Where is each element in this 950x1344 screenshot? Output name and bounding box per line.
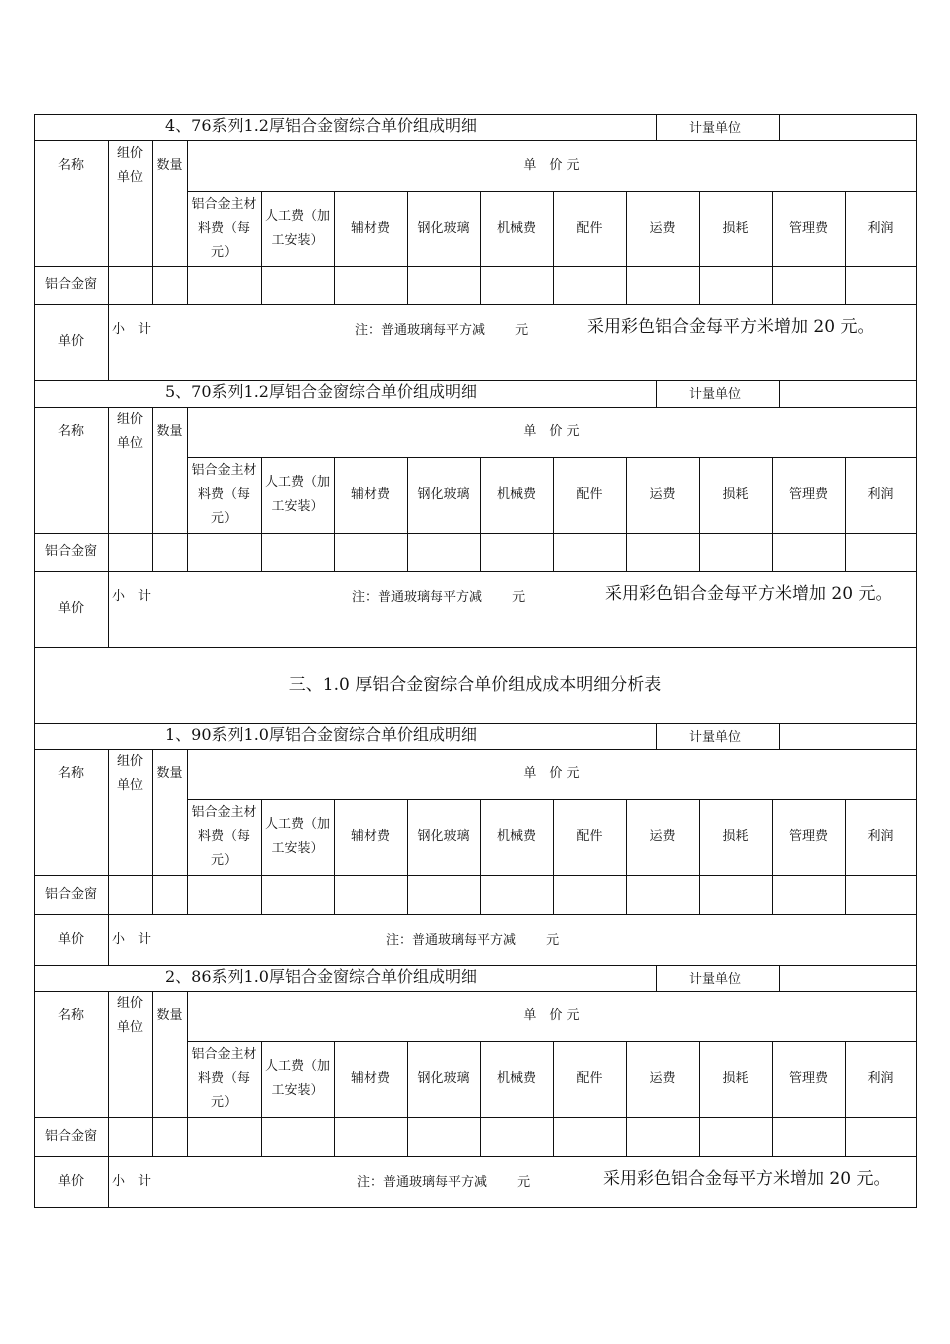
section-heading: 三、1.0 厚铝合金窗综合单价组成成本明细分析表	[288, 675, 662, 695]
column-header: 铝合金主材料费（每元）	[191, 1047, 257, 1110]
column-header: 配件	[576, 487, 603, 502]
subtotal-label: 小 计	[112, 589, 152, 604]
column-header: 损耗	[722, 1071, 749, 1086]
column-header: 铝合金主材料费（每元）	[191, 463, 257, 526]
column-header: 损耗	[722, 829, 749, 844]
column-header: 利润	[867, 1071, 894, 1086]
color-alloy-note: 采用彩色铝合金每平方米增加 20 元。	[605, 584, 893, 604]
section-title: 5、70系列1.2厚铝合金窗综合单价组成明细	[165, 382, 477, 401]
column-header: 管理费	[788, 1071, 828, 1086]
glass-note: 注：普通玻璃每平方减 元	[352, 590, 526, 605]
column-header: 机械费	[496, 829, 536, 844]
column-header: 机械费	[496, 220, 536, 236]
column-header: 铝合金主材料费（每元）	[191, 196, 257, 260]
column-header: 人工费（加工安装）	[264, 208, 330, 248]
rule-line	[779, 114, 780, 141]
rule-line	[34, 1207, 917, 1208]
column-header: 利润	[867, 220, 894, 236]
rule-line	[34, 647, 917, 648]
rule-line	[34, 533, 917, 534]
column-header: 运费	[649, 1071, 676, 1086]
column-header: 损耗	[722, 220, 749, 236]
glass-note: 注：普通玻璃每平方减 元	[355, 323, 529, 338]
subtotal-label: 小 计	[112, 932, 152, 947]
item-label: 铝合金窗	[44, 886, 97, 902]
color-alloy-note: 采用彩色铝合金每平方米增加 20 元。	[603, 1169, 891, 1189]
column-header: 钢化玻璃	[417, 220, 470, 236]
column-header: 管理费	[788, 220, 828, 236]
column-header: 钢化玻璃	[417, 487, 470, 502]
header-name: 名称	[57, 157, 84, 173]
rule-line	[779, 380, 780, 408]
column-header: 钢化玻璃	[417, 829, 470, 844]
rule-line	[34, 914, 917, 915]
rule-line	[656, 114, 657, 141]
section-title: 4、76系列1.2厚铝合金窗综合单价组成明细	[165, 116, 477, 135]
header-name: 名称	[57, 424, 84, 439]
rule-line	[916, 380, 917, 648]
item-label: 铝合金窗	[44, 277, 97, 292]
section-title: 1、90系列1.0厚铝合金窗综合单价组成明细	[165, 725, 477, 744]
header-group-unit: 组价单位	[116, 412, 143, 451]
rule-line	[34, 304, 917, 305]
column-header: 配件	[576, 220, 603, 236]
column-header: 铝合金主材料费（每元）	[191, 805, 257, 868]
column-header: 辅材费	[350, 220, 390, 236]
rule-line	[34, 1117, 917, 1118]
column-header: 人工费（加工安装）	[264, 475, 330, 514]
measure-unit-label: 计量单位	[689, 730, 742, 745]
column-header: 损耗	[722, 487, 749, 502]
column-header: 机械费	[496, 1071, 536, 1086]
rule-line	[34, 875, 917, 876]
column-header: 管理费	[788, 487, 828, 502]
glass-note: 注：普通玻璃每平方减 元	[357, 1175, 531, 1190]
column-header: 利润	[867, 487, 894, 502]
measure-unit-label: 计量单位	[689, 121, 742, 136]
rule-line	[916, 114, 917, 381]
column-header: 管理费	[788, 829, 828, 844]
price-label: 单价	[57, 931, 84, 947]
item-label: 铝合金窗	[44, 1128, 97, 1144]
column-header: 运费	[649, 487, 676, 502]
subtotal-label: 小 计	[112, 1174, 152, 1189]
column-header: 辅材费	[350, 1071, 390, 1086]
column-header: 人工费（加工安装）	[264, 1059, 330, 1098]
item-label: 铝合金窗	[44, 544, 97, 559]
rule-line	[779, 965, 780, 992]
rule-line	[779, 723, 780, 750]
rule-line	[34, 571, 917, 572]
header-quantity: 数量	[156, 424, 183, 439]
column-header: 机械费	[496, 487, 536, 502]
column-header: 运费	[649, 220, 676, 236]
header-unit-price: 单 价 元	[523, 424, 580, 439]
column-header: 钢化玻璃	[417, 1071, 470, 1086]
header-group-unit: 组价单位	[116, 754, 143, 793]
column-header: 配件	[576, 1071, 603, 1086]
price-label: 单价	[57, 1173, 84, 1189]
price-label: 单价	[57, 334, 84, 349]
column-header: 配件	[576, 829, 603, 844]
rule-line	[34, 266, 917, 267]
header-unit-price: 单 价 元	[523, 1008, 580, 1023]
header-unit-price: 单 价 元	[523, 766, 580, 781]
glass-note: 注：普通玻璃每平方减 元	[386, 933, 560, 948]
measure-unit-label: 计量单位	[689, 972, 742, 987]
column-header: 辅材费	[350, 829, 390, 844]
subtotal-label: 小 计	[112, 322, 152, 337]
price-label: 单价	[57, 601, 84, 616]
measure-unit-label: 计量单位	[689, 387, 742, 402]
rule-line	[916, 965, 917, 1208]
header-quantity: 数量	[156, 1008, 183, 1023]
header-unit-price: 单 价 元	[523, 157, 580, 173]
header-name: 名称	[57, 766, 84, 781]
rule-line	[916, 723, 917, 966]
rule-line	[656, 723, 657, 750]
column-header: 运费	[649, 829, 676, 844]
rule-line	[34, 1156, 917, 1157]
section-title: 2、86系列1.0厚铝合金窗综合单价组成明细	[165, 967, 477, 986]
rule-line	[656, 380, 657, 408]
column-header: 利润	[867, 829, 894, 844]
header-quantity: 数量	[156, 766, 183, 781]
rule-line	[656, 965, 657, 992]
header-group-unit: 组价单位	[116, 996, 143, 1035]
color-alloy-note: 采用彩色铝合金每平方米增加 20 元。	[587, 317, 875, 337]
column-header: 辅材费	[350, 487, 390, 502]
header-group-unit: 组价单位	[116, 145, 143, 185]
header-quantity: 数量	[156, 157, 183, 173]
column-header: 人工费（加工安装）	[264, 817, 330, 856]
header-name: 名称	[57, 1008, 84, 1023]
